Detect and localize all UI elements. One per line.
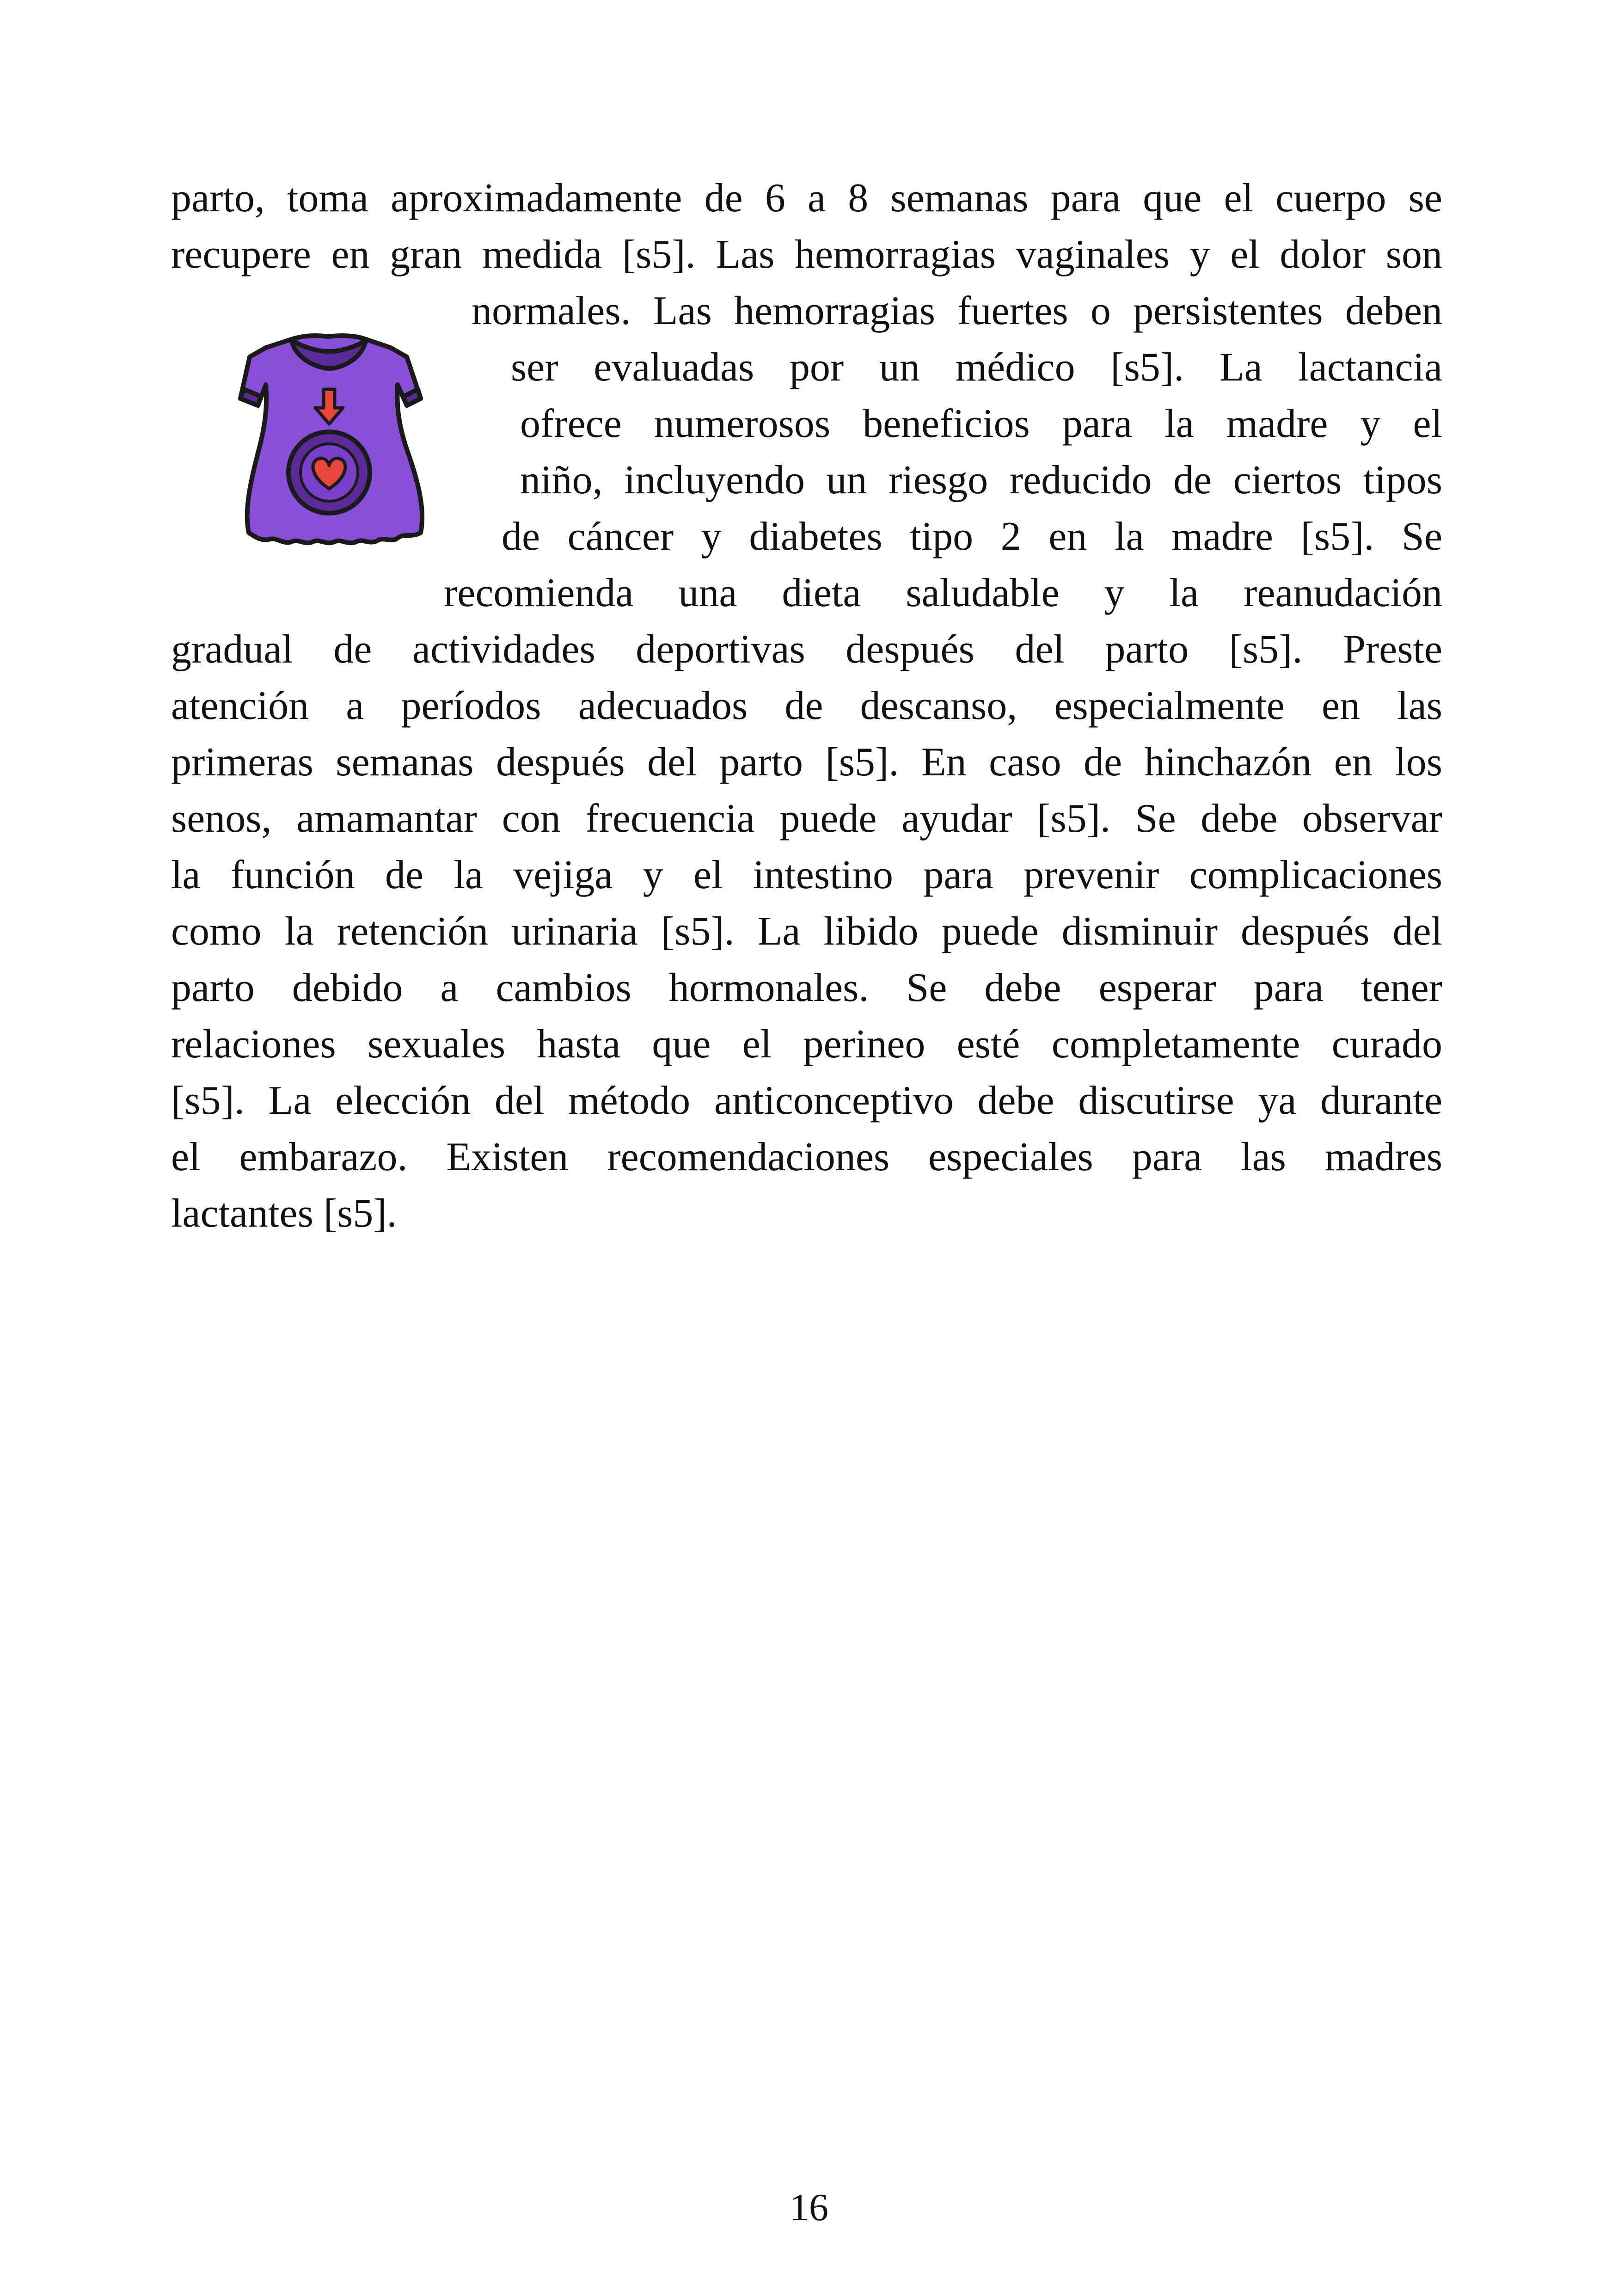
body-line: relaciones sexuales hasta que el perineo esté completamente curado: [171, 1022, 1442, 1067]
body-line: primeras semanas después del parto [s5]. En caso de hinchazón en los: [171, 740, 1442, 785]
body-line: atención a períodos adecuados de descanso, especialmente en las: [171, 683, 1442, 728]
body-line: niño, incluyendo un riesgo reducido de ciertos tipos: [520, 458, 1442, 503]
body-line: el embarazo. Existen recomendaciones especiales para las madres: [171, 1135, 1442, 1179]
body-line: gradual de actividades deportivas después del parto [s5]. Preste: [171, 627, 1442, 672]
body-line: normales. Las hemorragias fuertes o persistentes deben: [472, 289, 1442, 333]
body-line: recomienda una dieta saludable y la reanudación: [444, 571, 1442, 615]
body-line: senos, amamantar con frecuencia puede ayudar [s5]. Se debe observar: [171, 796, 1442, 841]
body-line: de cáncer y diabetes tipo 2 en la madre [s5]. Se: [502, 514, 1442, 559]
body-line: parto, toma aproximadamente de 6 a 8 semanas para que el cuerpo se: [171, 176, 1442, 221]
body-line: como la retención urinaria [s5]. La libido puede disminuir después del: [171, 909, 1442, 954]
body-line: [s5]. La elección del método anticonceptivo debe discutirse ya durante: [171, 1078, 1442, 1123]
page-number: 16: [790, 2186, 828, 2229]
body-line: lactantes [s5].: [171, 1191, 397, 1236]
body-line: la función de la vejiga y el intestino para prevenir complicaciones: [171, 853, 1442, 897]
body-line: recupere en gran medida [s5]. Las hemorragias vaginales y el dolor son: [171, 232, 1442, 277]
body-line: ofrece numerosos beneficios para la madre y el: [520, 401, 1442, 446]
body-line: ser evaluadas por un médico [s5]. La lactancia: [511, 345, 1442, 390]
body-line: parto debido a cambios hormonales. Se debe esperar para tener: [171, 965, 1442, 1010]
maternity-dress-icon: [222, 329, 435, 560]
